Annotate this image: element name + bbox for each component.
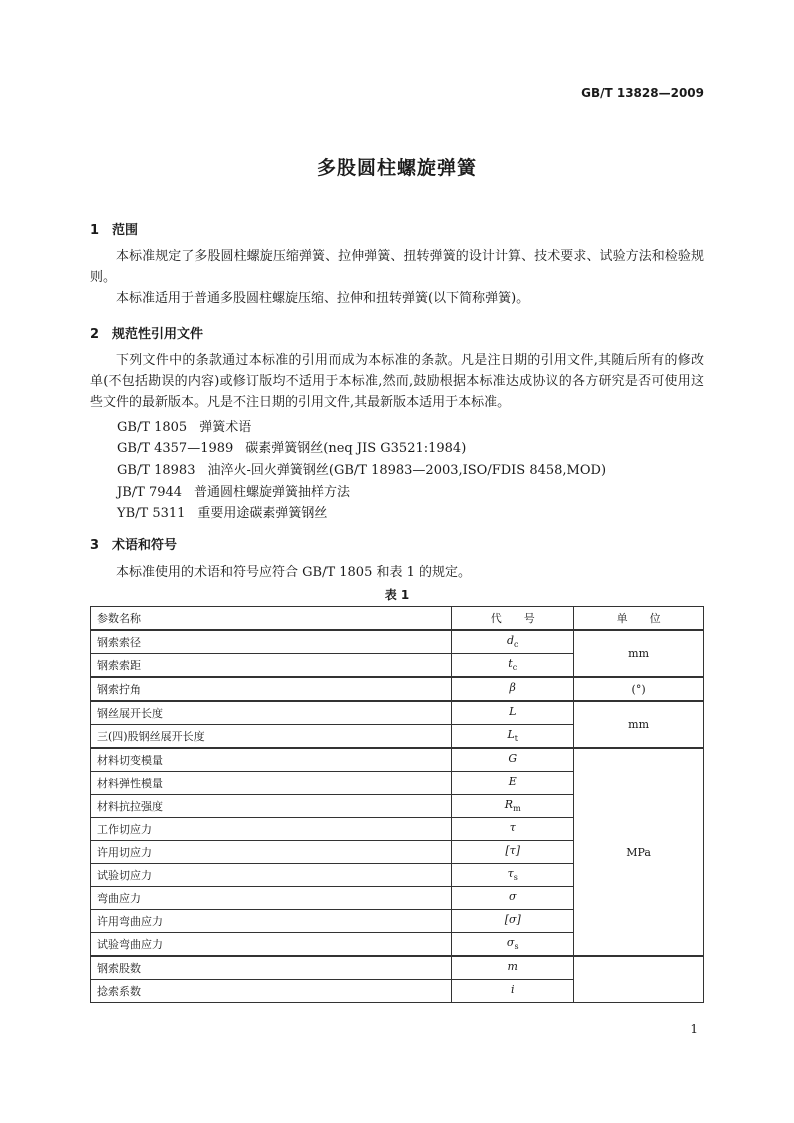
section-number: 3 (90, 538, 100, 553)
table-row: 捻索系数 i (91, 980, 704, 1003)
reference-item: YB/T 5311 重要用途碳素弹簧钢丝 (117, 506, 328, 521)
parameter-table (90, 606, 704, 1003)
section-2-heading (90, 323, 203, 342)
references-intro: 下列文件中的条款通过本标准的引用而成为本标准的条款。凡是注日期的引用文件,其随后所有的修改单(不包括勘误的内容)或修订版均不适用于本标准,然而,鼓励根据本标准达成协议的各方研究是否可使用这些文件的最新版本。凡是不注日期的引用文件,其最新版本适用于本标准。 (90, 353, 704, 410)
table-row: 弯曲应力 σ (91, 887, 704, 910)
scope-paragraph-2: 本标准适用于普通多股圆柱螺旋压缩、拉伸和扭转弹簧(以下简称弹簧)。 (116, 291, 530, 306)
reference-item: GB/T 1805 弹簧术语 (117, 420, 252, 435)
header-name: 参数名称 (91, 607, 452, 631)
unit-cell (574, 956, 704, 1003)
reference-item: GB/T 4357—1989 碳素弹簧钢丝(neq JIS G3521:1984) (117, 441, 467, 456)
table-row: 钢索索径 $d_c$ mm (91, 630, 704, 654)
section-title: 术语和符号 (112, 538, 178, 553)
table-row: 试验弯曲应力 $\sigma_s$ (91, 933, 704, 957)
unit-cell: mm (574, 701, 704, 748)
section-3-heading (90, 534, 177, 553)
section-title: 范围 (112, 223, 139, 238)
table-row: 三(四)股钢丝展开长度 $L_t$ (91, 725, 704, 749)
section-1-heading (90, 219, 138, 238)
table-row: 工作切应力 τ (91, 818, 704, 841)
section-number: 1 (90, 223, 100, 238)
table-row: 材料弹性模量 E (91, 772, 704, 795)
section-title: 规范性引用文件 (112, 327, 204, 342)
table-row: 许用弯曲应力 [σ] (91, 910, 704, 933)
document-title: 多股圆柱螺旋弹簧 (316, 157, 477, 179)
table-row: 许用切应力 [τ] (91, 841, 704, 864)
unit-cell: MPa (574, 748, 704, 956)
table-row: 试验切应力 $\tau_s$ (91, 864, 704, 887)
reference-item: GB/T 18983 油淬火-回火弹簧钢丝(GB/T 18983—2003,ISO/FDIS 8458,MOD) (117, 463, 607, 478)
header-unit: 单 位 (574, 607, 704, 631)
unit-cell: (°) (574, 677, 704, 701)
table-header-row (91, 607, 704, 631)
standard-number: GB/T 13828—2009 (581, 86, 704, 100)
table-row: 钢索索距 $t_c$ (91, 654, 704, 678)
scope-paragraph-1: 本标准规定了多股圆柱螺旋压缩弹簧、拉伸弹簧、扭转弹簧的设计计算、技术要求、试验方法和检验规则。 (90, 249, 704, 285)
terms-intro: 本标准使用的术语和符号应符合 GB/T 1805 和表 1 的规定。 (116, 565, 472, 580)
page-number: 1 (690, 1022, 698, 1036)
unit-cell: mm (574, 630, 704, 677)
table-row: 材料切变模量 G MPa (91, 748, 704, 772)
section-number: 2 (90, 327, 100, 342)
reference-item: JB/T 7944 普通圆柱螺旋弹簧抽样方法 (117, 485, 351, 500)
table-row: 材料抗拉强度 $R_m$ (91, 795, 704, 818)
table-row: 钢索股数 m (91, 956, 704, 980)
table-row: 钢丝展开长度 L mm (91, 701, 704, 725)
header-symbol: 代 号 (452, 607, 574, 631)
table-row: 钢索拧角 β (°) (91, 677, 704, 701)
table-caption: 表 1 (384, 588, 410, 602)
